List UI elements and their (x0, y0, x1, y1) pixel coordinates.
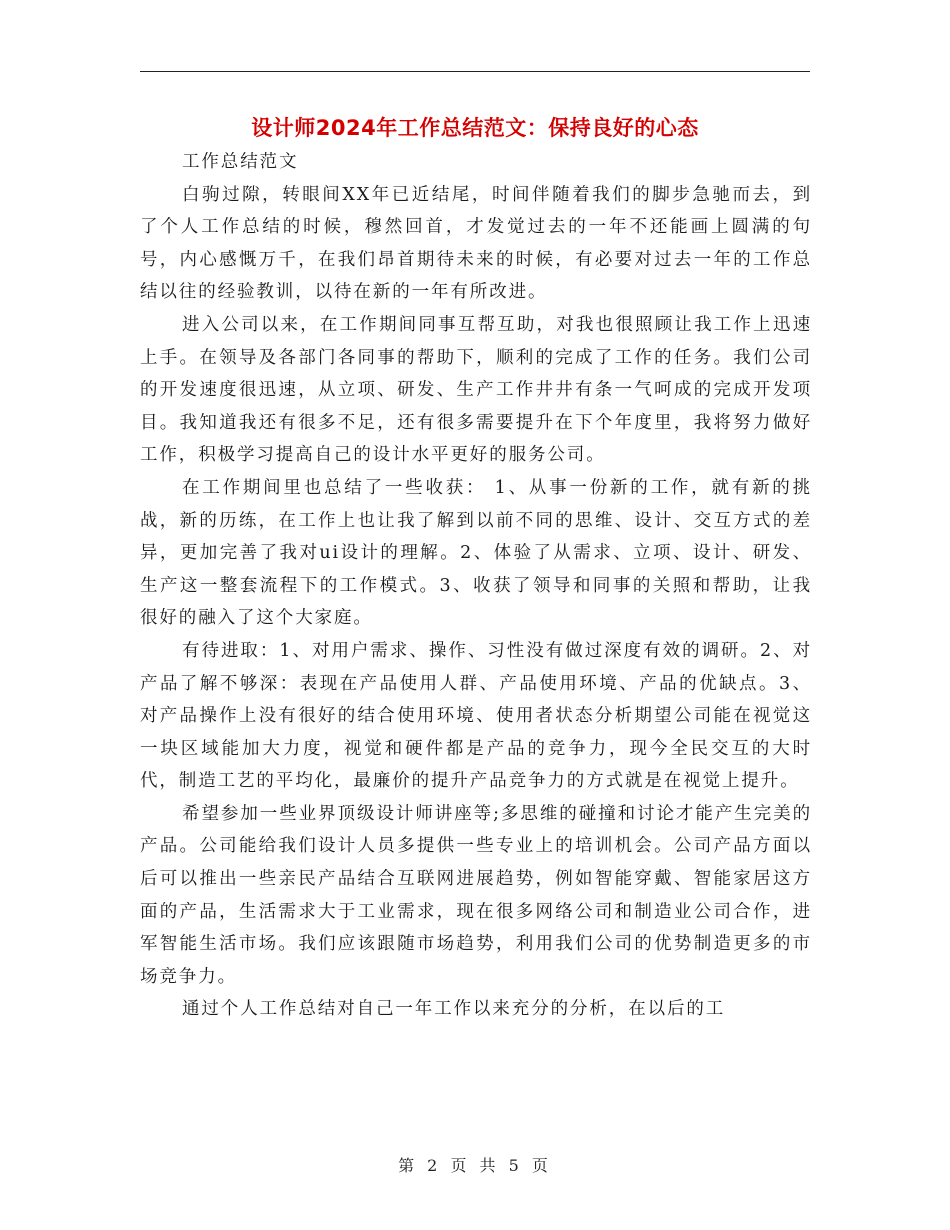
page-number: 第 2 页 共 5 页 (398, 1156, 552, 1175)
section-heading: 工作总结范文 (182, 152, 299, 172)
paragraph: 进入公司以来，在工作期间同事互帮互助，对我也很照顾让我工作上迅速上手。在领导及各部门各同事的帮助下，顺利的完成了工作的任务。我们公司的开发速度很迅速，从立项、研发、生产工作井井有条一气呵成的完成开发项目。我知道我还有很多不足，还有很多需要提升在下个年度里，我将努力做好工作，积极学习提高自己的设计水平更好的服务公司。 (140, 314, 812, 466)
paragraph: 白驹过隙，转眼间XX年已近结尾，时间伴随着我们的脚步急驰而去，到了个人工作总结的时候，穆然回首，才发觉过去的一年不还能画上圆满的句号，内心感慨万千，在我们昂首期待未来的时候，有必要对过去一年的工作总结以往的经验教训，以待在新的一年有所改进。 (140, 184, 812, 303)
paragraph: 希望参加一些业界顶级设计师讲座等;多思维的碰撞和讨论才能产生完美的产品。公司能给我们设计人员多提供一些专业上的培训机会。公司产品方面以后可以推出一些亲民产品结合互联网进展趋势，例如智能穿戴、智能家居这方面的产品，生活需求大于工业需求，现在很多网络公司和制造业公司合作，进军智能生活市场。我们应该跟随市场趋势，利用我们公司的优势制造更多的市场竞争力。 (140, 803, 812, 987)
document-title: 设计师2024年工作总结范文：保持良好的心态 (251, 116, 699, 140)
paragraph: 有待进取：1、对用户需求、操作、习性没有做过深度有效的调研。2、对产品了解不够深：表现在产品使用人群、产品使用环境、产品的优缺点。3、对产品操作上没有很好的结合使用环境、使用者状态分析期望公司能在视觉这一块区域能加大力度，视觉和硬件都是产品的竞争力，现今全民交互的大时代，制造工艺的平均化，最廉价的提升产品竞争力的方式就是在视觉上提升。 (140, 640, 812, 792)
paragraph: 通过个人工作总结对自己一年工作以来充分的分析，在以后的工 (182, 999, 726, 1020)
paragraph: 在工作期间里也总结了一些收获： 1、从事一份新的工作，就有新的挑战，新的历练，在工作上也让我了解到以前不同的思维、设计、交互方式的差异，更加完善了我对ui设计的理解。2、体验了从需求、立项、设计、研发、生产这一整套流程下的工作模式。3、收获了领导和同事的关照和帮助，让我很好的融入了这个大家庭。 (140, 477, 812, 629)
document-body (140, 146, 812, 1026)
header-rule (140, 71, 810, 72)
